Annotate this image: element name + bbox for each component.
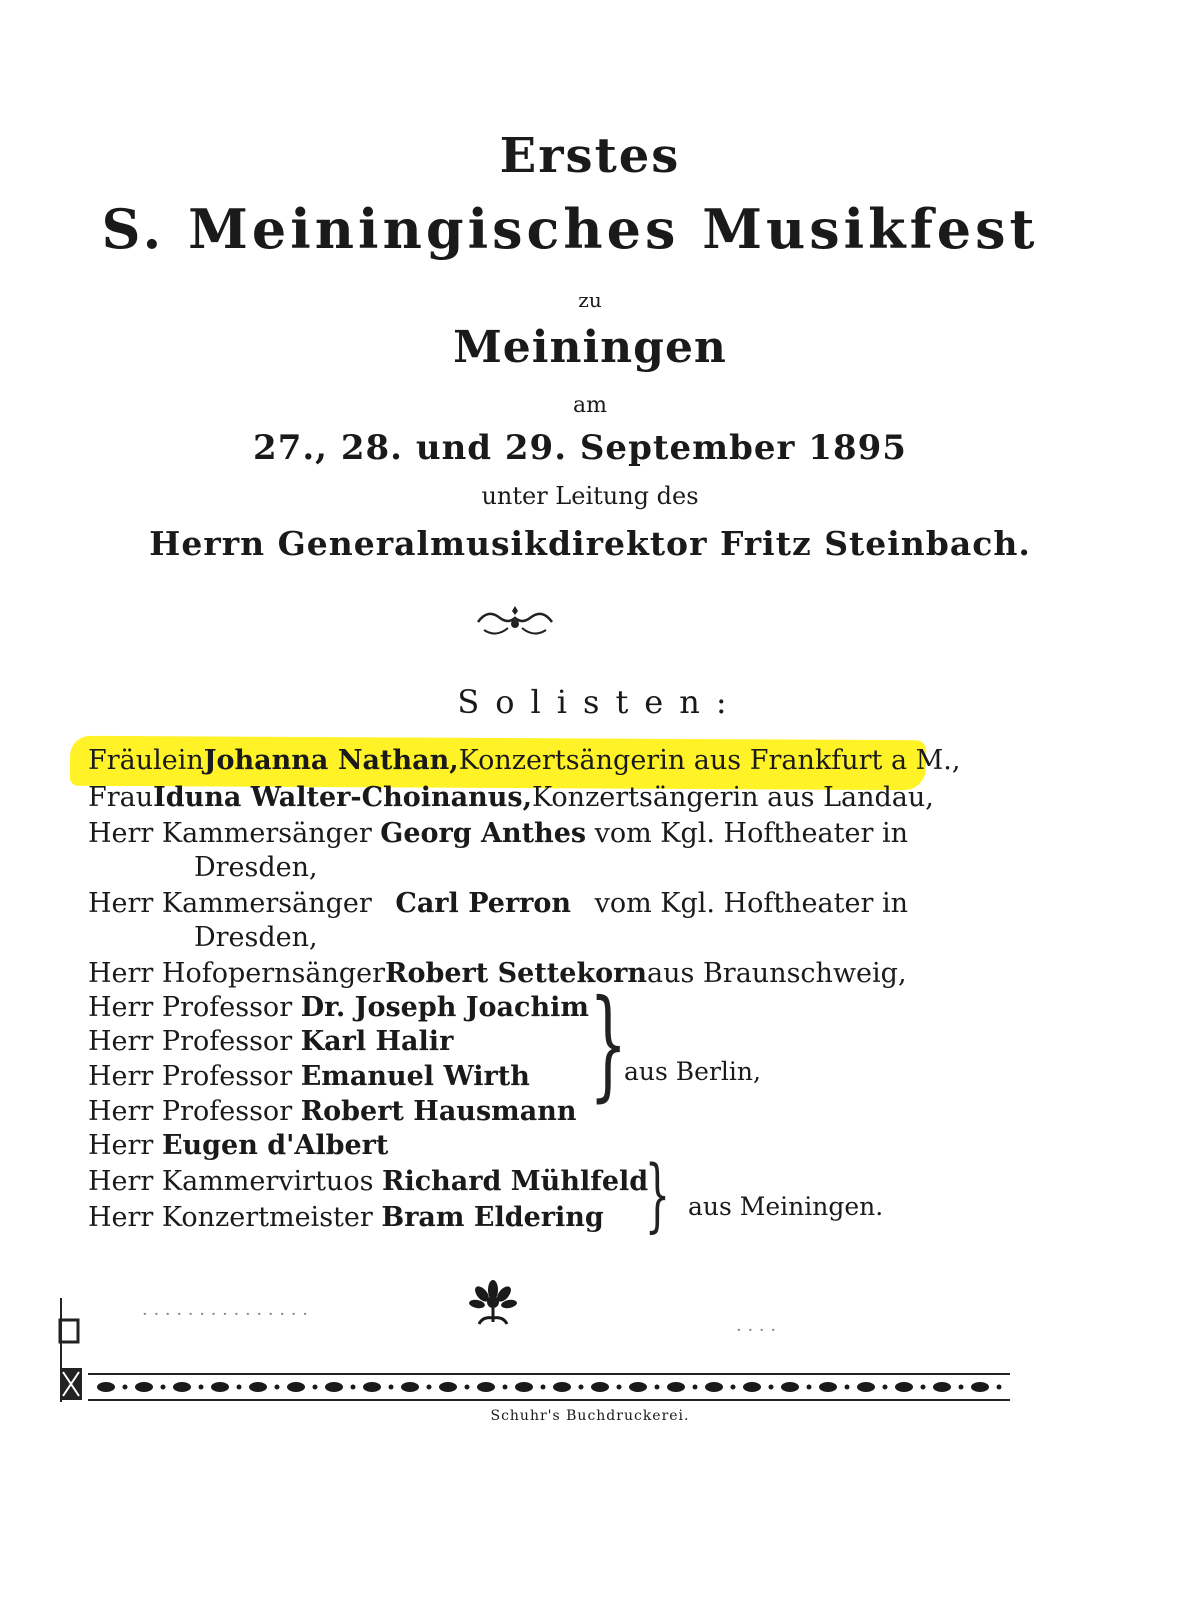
border-motif [971, 1382, 989, 1392]
border-motif [629, 1382, 647, 1392]
soloist-prefix: Herr Professor [88, 1096, 293, 1127]
soloist-name: Iduna Walter-Choinanus, [153, 782, 532, 813]
soloist-name: Robert Settekorn [385, 958, 648, 989]
border-dot [617, 1385, 622, 1390]
soloist-role: vom Kgl. Hoftheater in [594, 818, 908, 849]
border-motif [249, 1382, 267, 1392]
border-dot [351, 1385, 356, 1390]
border-motif [135, 1382, 153, 1392]
berlin-location: aus Berlin, [624, 1057, 761, 1086]
border-motif [819, 1382, 837, 1392]
soloist-prefix: Herr Hofopernsänger [88, 958, 386, 989]
soloist-row [88, 1026, 453, 1057]
soloist-prefix: Herr Kammersänger [88, 818, 372, 849]
title-unter: unter Leitung des [481, 482, 699, 510]
decorative-border [88, 1372, 1010, 1402]
border-motif [211, 1382, 229, 1392]
soloist-name: Johanna Nathan, [203, 745, 459, 776]
soloist-row [88, 782, 934, 813]
bleed-through-mark: · · · · [736, 1320, 777, 1341]
soloist-name: Emanuel Wirth [300, 1061, 530, 1092]
border-dot [997, 1385, 1002, 1390]
soloist-prefix: Herr Professor [88, 1026, 293, 1057]
flourish-ornament-icon [470, 600, 560, 640]
border-dot [503, 1385, 508, 1390]
border-dot [541, 1385, 546, 1390]
soloist-row [88, 888, 908, 919]
border-dot [313, 1385, 318, 1390]
soloist-row [88, 1130, 388, 1161]
printer-imprint: Schuhr's Buchdruckerei. [490, 1408, 690, 1424]
soloist-row [88, 1061, 530, 1092]
soloist-name: Georg Anthes [380, 818, 587, 849]
border-dot [921, 1385, 926, 1390]
soloist-row [88, 1202, 604, 1233]
meiningen-location: aus Meiningen. [688, 1192, 884, 1221]
title-line-2: S. Meiningisches Musikfest [101, 197, 1039, 261]
festival-dates: 27., 28. und 29. September 1895 [253, 428, 907, 468]
border-dot [123, 1385, 128, 1390]
border-motif [895, 1382, 913, 1392]
soloist-name: Eugen d'Albert [161, 1130, 389, 1161]
border-dot [883, 1385, 888, 1390]
border-dot [275, 1385, 280, 1390]
border-motif [781, 1382, 799, 1392]
title-city: Meiningen [453, 322, 727, 373]
border-dot [199, 1385, 204, 1390]
border-motif [97, 1382, 115, 1392]
border-motif [515, 1382, 533, 1392]
border-motif [173, 1382, 191, 1392]
meiningen-bracket: } [644, 1148, 671, 1241]
soloist-name: Richard Mühlfeld [382, 1166, 649, 1197]
border-dot [807, 1385, 812, 1390]
border-motif [325, 1382, 343, 1392]
border-dot [655, 1385, 660, 1390]
border-motif [439, 1382, 457, 1392]
border-dot [237, 1385, 242, 1390]
border-motif [401, 1382, 419, 1392]
bleed-through-mark: · · · · · · · · · · · · · · · [142, 1304, 308, 1325]
soloist-name: Dr. Joseph Joachim [300, 992, 589, 1023]
soloists-heading: Solisten: [457, 683, 743, 721]
berlin-bracket: } [589, 975, 628, 1114]
border-motif [553, 1382, 571, 1392]
border-dot [389, 1385, 394, 1390]
border-motif [667, 1382, 685, 1392]
border-dot [959, 1385, 964, 1390]
border-dot [427, 1385, 432, 1390]
frame-corner-ornament-icon [54, 1316, 84, 1402]
soloist-row [88, 1166, 648, 1197]
title-line-1: Erstes [499, 128, 681, 184]
border-dot [465, 1385, 470, 1390]
soloist-name: Karl Halir [300, 1026, 454, 1057]
border-motif [705, 1382, 723, 1392]
soloist-row-continuation: Dresden, [194, 852, 318, 883]
soloist-prefix: Herr Kammervirtuos [88, 1166, 374, 1197]
flower-ornament-icon [462, 1278, 524, 1328]
soloist-role: Konzertsängerin aus Frankfurt a M., [458, 745, 961, 776]
border-motif [933, 1382, 951, 1392]
soloist-name: Carl Perron [395, 888, 572, 919]
conductor-line: Herrn Generalmusikdirektor Fritz Steinbach. [149, 524, 1031, 563]
title-zu: zu [578, 288, 602, 312]
soloist-prefix: Herr Professor [88, 992, 293, 1023]
soloist-prefix: Herr Professor [88, 1061, 293, 1092]
soloist-prefix: Herr Kammersänger [88, 888, 372, 919]
soloist-row [88, 745, 961, 776]
soloist-prefix: Fräulein [88, 745, 204, 776]
border-dot [731, 1385, 736, 1390]
soloist-name: Bram Eldering [381, 1202, 604, 1233]
border-dot [579, 1385, 584, 1390]
border-dot [693, 1385, 698, 1390]
soloist-role: Konzertsängerin aus Landau, [531, 782, 934, 813]
title-am: am [573, 393, 607, 418]
soloist-prefix: Herr [88, 1130, 154, 1161]
soloist-prefix: Herr Konzertmeister [88, 1202, 373, 1233]
soloist-row [88, 818, 908, 849]
soloist-role: aus Braunschweig, [647, 958, 907, 989]
border-dot [845, 1385, 850, 1390]
border-motif [363, 1382, 381, 1392]
border-motif [287, 1382, 305, 1392]
soloist-row [88, 958, 907, 989]
soloist-name: Robert Hausmann [300, 1096, 577, 1127]
border-motif [743, 1382, 761, 1392]
border-dot [161, 1385, 166, 1390]
soloist-row-continuation: Dresden, [194, 922, 318, 953]
soloist-prefix: Frau [88, 782, 154, 813]
soloist-row [88, 1096, 576, 1127]
soloist-row [88, 992, 589, 1023]
border-motif [591, 1382, 609, 1392]
border-motif [857, 1382, 875, 1392]
border-motif [477, 1382, 495, 1392]
border-dot [769, 1385, 774, 1390]
soloist-role: vom Kgl. Hoftheater in [594, 888, 908, 919]
